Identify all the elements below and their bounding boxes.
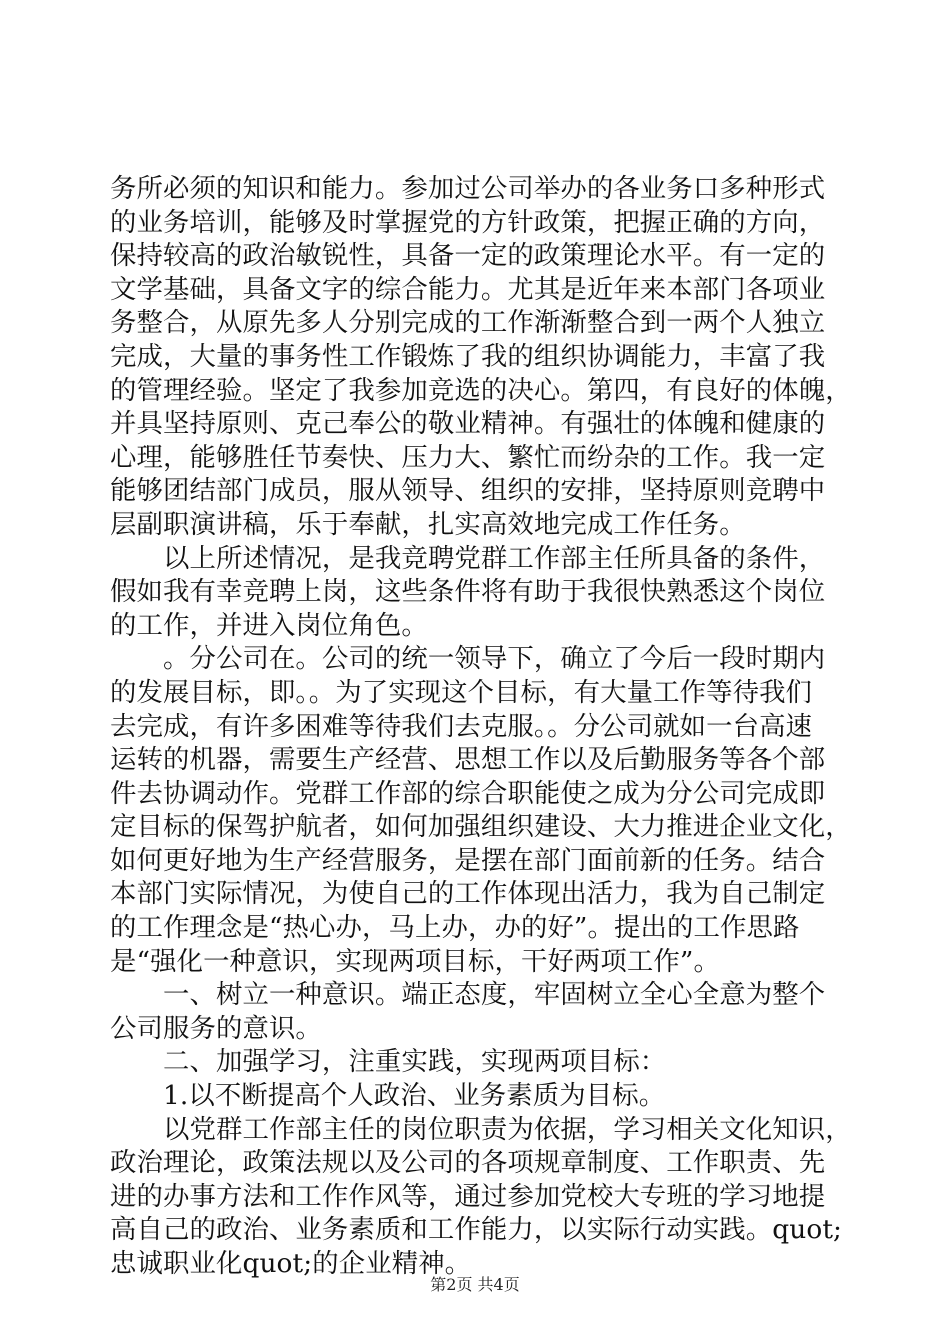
text-line: 去完成，有许多困难等待我们去克服。。分公司就如一台高速: [110, 710, 813, 742]
text-line: 以党群工作部主任的岗位职责为依据，学习相关文化知识，: [110, 1113, 852, 1145]
text-line: 的工作理念是“热心办，马上办，办的好”。提出的工作思路: [110, 912, 800, 944]
text-line: 文学基础，具备文字的综合能力。尤其是近年来本部门各项业: [110, 273, 826, 305]
text-line: 件去协调动作。党群工作部的综合职能使之成为分公司完成即: [110, 777, 826, 809]
text-line: 假如我有幸竞聘上岗，这些条件将有助于我很快熟悉这个岗位: [110, 576, 826, 608]
page-number-footer: [0, 1275, 950, 1295]
text-line: 本部门实际情况，为使自己的工作体现出活力，我为自己制定: [110, 878, 826, 910]
text-line: 的业务培训，能够及时掌握党的方针政策，把握正确的方向，: [110, 206, 826, 238]
text-line: 务所必须的知识和能力。参加过公司举办的各业务口多种形式: [110, 173, 826, 204]
text-line: 并具坚持原则、克己奉公的敬业精神。有强壮的体魄和健康的: [110, 408, 826, 440]
document-body: [110, 172, 850, 1281]
text-line: 二、加强学习，注重实践，实现两项目标：: [110, 1046, 667, 1078]
text-line: 能够团结部门成员，服从领导、组织的安排，坚持原则竞聘中: [110, 475, 826, 507]
text-line: 定目标的保驾护航者，如何加强组织建设、大力推进企业文化，: [110, 811, 852, 843]
text-line: 的工作，并进入岗位角色。: [110, 609, 428, 641]
text-line: 1.以不断提高个人政治、业务素质为目标。: [110, 1080, 666, 1112]
text-line: 层副职演讲稿，乐于奉献，扎实高效地完成工作任务。: [110, 508, 746, 540]
text-line: 公司服务的意识。: [110, 1012, 322, 1044]
text-line: 政治理论，政策法规以及公司的各项规章制度、工作职责、先: [110, 1147, 826, 1179]
text-line: 如何更好地为生产经营服务，是摆在部门面前新的任务。结合: [110, 844, 826, 876]
text-line: 心理，能够胜任节奏快、压力大、繁忙而纷杂的工作。我一定: [110, 441, 826, 473]
text-line: 是“强化一种意识，实现两项目标，干好两项工作”。: [110, 945, 720, 977]
text-line: 务整合，从原先多人分别完成的工作渐渐整合到一两个人独立: [110, 307, 826, 339]
text-line: 一、树立一种意识。端正态度，牢固树立全心全意为整个: [110, 979, 826, 1011]
text-line: 运转的机器，需要生产经营、思想工作以及后勤服务等各个部: [110, 744, 826, 776]
text-line: 忠诚职业化quot;的企业精神。: [110, 1248, 472, 1279]
text-line: 。分公司在。公司的统一领导下，确立了今后一段时期内: [110, 643, 826, 675]
text-line: 以上所述情况，是我竞聘党群工作部主任所具备的条件，: [110, 542, 826, 574]
text-line: 进的办事方法和工作作风等，通过参加党校大专班的学习地提: [110, 1180, 826, 1212]
text-line: 的管理经验。坚定了我参加竞选的决心。第四，有良好的体魄，: [110, 374, 852, 406]
text-line: 高自己的政治、业务素质和工作能力，以实际行动实践。quot;: [110, 1214, 843, 1246]
text-line: 保持较高的政治敏锐性，具备一定的政策理论水平。有一定的: [110, 240, 826, 272]
page-indicator: 第2页 共4页: [430, 1275, 520, 1294]
text-line: 的发展目标，即。。为了实现这个目标，有大量工作等待我们: [110, 676, 813, 708]
text-line: 完成，大量的事务性工作锻炼了我的组织协调能力，丰富了我: [110, 340, 826, 372]
